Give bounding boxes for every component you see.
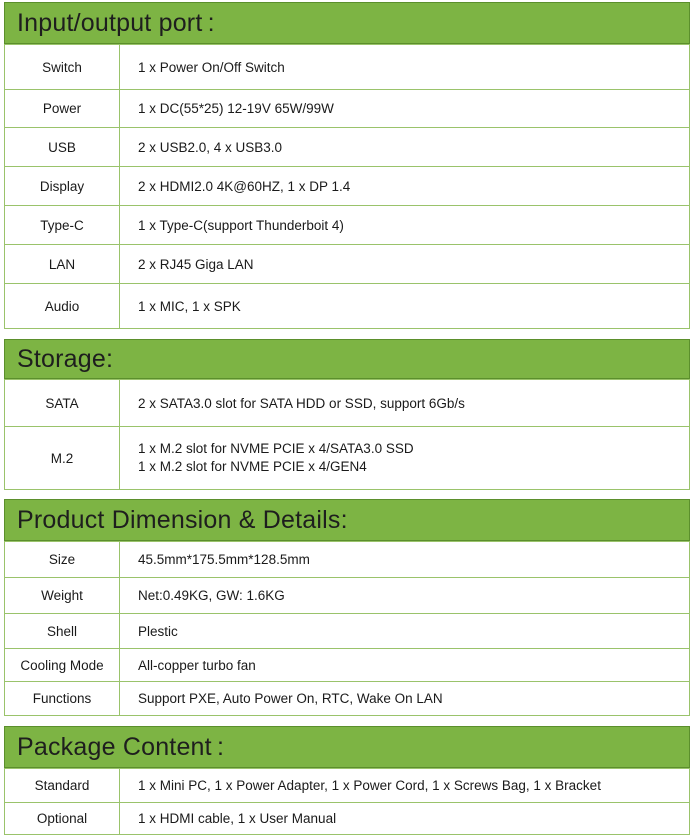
spec-value: 2 x HDMI2.0 4K@60HZ, 1 x DP 1.4 [120, 167, 690, 206]
spec-value-line: 1 x M.2 slot for NVME PCIE x 4/SATA3.0 SSD [138, 441, 414, 456]
spec-label: Type-C [5, 206, 120, 245]
spec-label: LAN [5, 245, 120, 284]
spec-value: 1 x HDMI cable, 1 x User Manual [120, 803, 690, 835]
spec-value: 2 x RJ45 Giga LAN [120, 245, 690, 284]
spec-value: Plestic [120, 614, 690, 649]
table-row [5, 578, 690, 614]
spec-label: Display [5, 167, 120, 206]
section-title-text: Package Content : [17, 732, 225, 761]
section-dimension-details [4, 499, 690, 716]
section-title-text: Input/output port : [17, 8, 215, 37]
spec-value: Support PXE, Auto Power On, RTC, Wake On LAN [120, 682, 690, 716]
spec-label: USB [5, 128, 120, 167]
spec-value-line: 1 x M.2 slot for NVME PCIE x 4/GEN4 [138, 459, 367, 474]
spec-label: Functions [5, 682, 120, 716]
spec-label: Weight [5, 578, 120, 614]
table-row [5, 614, 690, 649]
section-title-storage [4, 339, 690, 379]
spec-label: Audio [5, 284, 120, 329]
spec-value: 1 x DC(55*25) 12-19V 65W/99W [120, 90, 690, 128]
section-title-text: Storage: [17, 344, 114, 373]
table-row [5, 380, 690, 427]
table-row [5, 427, 690, 490]
spec-table-storage [4, 379, 690, 490]
spec-label: Cooling Mode [5, 649, 120, 682]
table-row [5, 90, 690, 128]
spec-value: 1 x Power On/Off Switch [120, 45, 690, 90]
spec-table-io-port [4, 44, 690, 329]
spec-label: Standard [5, 769, 120, 803]
table-row [5, 769, 690, 803]
spec-label: Size [5, 542, 120, 578]
spec-label: Optional [5, 803, 120, 835]
spec-label: Shell [5, 614, 120, 649]
spec-value: 2 x USB2.0, 4 x USB3.0 [120, 128, 690, 167]
spec-value: 2 x SATA3.0 slot for SATA HDD or SSD, support 6Gb/s [120, 380, 690, 427]
spec-value: All-copper turbo fan [120, 649, 690, 682]
table-row [5, 45, 690, 90]
spec-value: Net:0.49KG, GW: 1.6KG [120, 578, 690, 614]
spec-value: 1 x MIC, 1 x SPK [120, 284, 690, 329]
table-row [5, 682, 690, 716]
spec-table-dimension-details [4, 541, 690, 716]
section-title-text: Product Dimension & Details: [17, 505, 348, 534]
table-row [5, 542, 690, 578]
spec-value: 45.5mm*175.5mm*128.5mm [120, 542, 690, 578]
spec-value-multiline [120, 427, 690, 490]
spec-table-package-content [4, 768, 690, 835]
section-package-content [4, 726, 690, 835]
table-row [5, 167, 690, 206]
table-row [5, 245, 690, 284]
table-row [5, 803, 690, 835]
spec-label: SATA [5, 380, 120, 427]
spec-label: Switch [5, 45, 120, 90]
spec-value: 1 x Type-C(support Thunderboit 4) [120, 206, 690, 245]
section-title-dimension-details [4, 499, 690, 541]
section-storage [4, 339, 690, 490]
spec-label: M.2 [5, 427, 120, 490]
table-row [5, 206, 690, 245]
section-title-io-port [4, 2, 690, 44]
table-row [5, 128, 690, 167]
section-io-port [4, 2, 690, 329]
table-row [5, 284, 690, 329]
table-row [5, 649, 690, 682]
spec-value: 1 x Mini PC, 1 x Power Adapter, 1 x Power Cord, 1 x Screws Bag, 1 x Bracket [120, 769, 690, 803]
section-title-package-content [4, 726, 690, 768]
spec-label: Power [5, 90, 120, 128]
